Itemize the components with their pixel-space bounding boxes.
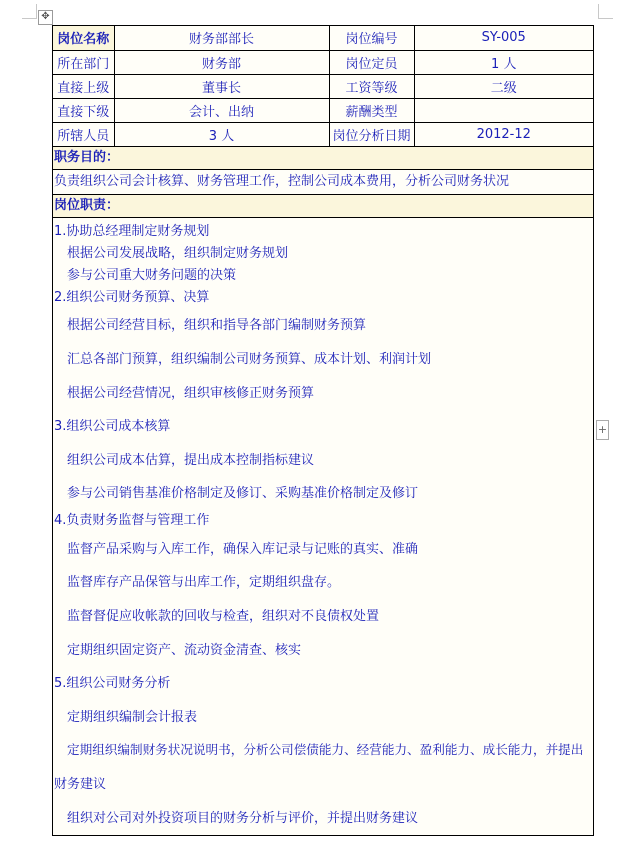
cell-label: 所辖人员: [53, 122, 114, 146]
duty-item: 监督督促应收帐款的回收与检查，组织对不良债权处置: [67, 608, 380, 624]
duty-item-continued: 财务建议: [54, 776, 107, 792]
cell-label: 所在部门: [53, 50, 114, 74]
duty-item: 根据公司发展战略，组织制定财务规划: [67, 245, 289, 261]
duty-item: 组织公司成本估算，提出成本控制指标建议: [67, 452, 315, 468]
cell-value[interactable]: 会计、出纳: [114, 98, 329, 122]
purpose-heading: 职务目的：: [53, 147, 593, 170]
job-description-table: [52, 25, 594, 836]
duty-section-title: 3.组织公司成本核算: [54, 418, 171, 434]
duty-section-title: 2.组织公司财务预算、决算: [54, 289, 210, 305]
cell-value[interactable]: 董事长: [114, 74, 329, 98]
cell-label: 直接上级: [53, 74, 114, 98]
cell-label: 岗位分析日期: [329, 122, 414, 146]
table-row: [53, 74, 593, 98]
duty-item: 根据公司经营情况，组织审核修正财务预算: [67, 385, 315, 401]
cell-value[interactable]: SY-005: [414, 26, 593, 50]
duty-item: 组织对公司对外投资项目的财务分析与评价，并提出财务建议: [67, 810, 419, 826]
duty-section-title: 1.协助总经理制定财务规划: [54, 223, 210, 239]
cell-label: 岗位名称: [53, 26, 114, 50]
duty-item: 定期组织编制财务状况说明书，分析公司偿债能力、经营能力、盈利能力、成长能力，并提出: [67, 741, 584, 757]
duty-item: 参与公司重大财务问题的决策: [67, 267, 237, 283]
table-add-column-icon[interactable]: +: [596, 420, 609, 440]
table-row: [53, 122, 593, 146]
duty-section-title: 5.组织公司财务分析: [54, 675, 171, 691]
cell-value[interactable]: 2012-12: [414, 122, 593, 146]
page-corner-top-right: [598, 4, 613, 19]
cell-label: 工资等级: [329, 74, 414, 98]
duty-section-title: 4.负责财务监督与管理工作: [54, 512, 210, 528]
cell-label: 岗位定员: [329, 50, 414, 74]
duty-item: 汇总各部门预算，组织编制公司财务预算、成本计划、利润计划: [67, 351, 432, 367]
duty-item: 定期组织固定资产、流动资金清查、核实: [67, 642, 302, 658]
duty-item: 监督库存产品保管与出库工作，定期组织盘存。: [67, 574, 341, 590]
cell-value[interactable]: 财务部部长: [114, 26, 329, 50]
purpose-text[interactable]: 负责组织公司会计核算、财务管理工作，控制公司成本费用，分析公司财务状况: [53, 170, 593, 195]
duties-heading: 岗位职责：: [53, 195, 593, 218]
duty-item: 参与公司销售基准价格制定及修订、采购基准价格制定及修订: [67, 485, 419, 501]
cell-label: 岗位编号: [329, 26, 414, 50]
duty-item: 定期组织编制会计报表: [67, 709, 198, 725]
page-corner-top-left: [22, 4, 37, 19]
cell-value[interactable]: 二级: [414, 74, 593, 98]
cell-value[interactable]: 财务部: [114, 50, 329, 74]
duty-item: 根据公司经营目标，组织和指导各部门编制财务预算: [67, 317, 367, 333]
cell-value[interactable]: 3 人: [114, 122, 329, 146]
job-info-table: [53, 26, 593, 147]
table-row: [53, 26, 593, 50]
table-move-handle-icon[interactable]: ✥: [38, 10, 53, 25]
table-row: [53, 98, 593, 122]
table-row: [53, 50, 593, 74]
cell-value[interactable]: [414, 98, 593, 122]
cell-label: 直接下级: [53, 98, 114, 122]
cell-value[interactable]: 1 人: [414, 50, 593, 74]
duty-item: 监督产品采购与入库工作，确保入库记录与记账的真实、准确: [67, 541, 419, 557]
cell-label: 薪酬类型: [329, 98, 414, 122]
